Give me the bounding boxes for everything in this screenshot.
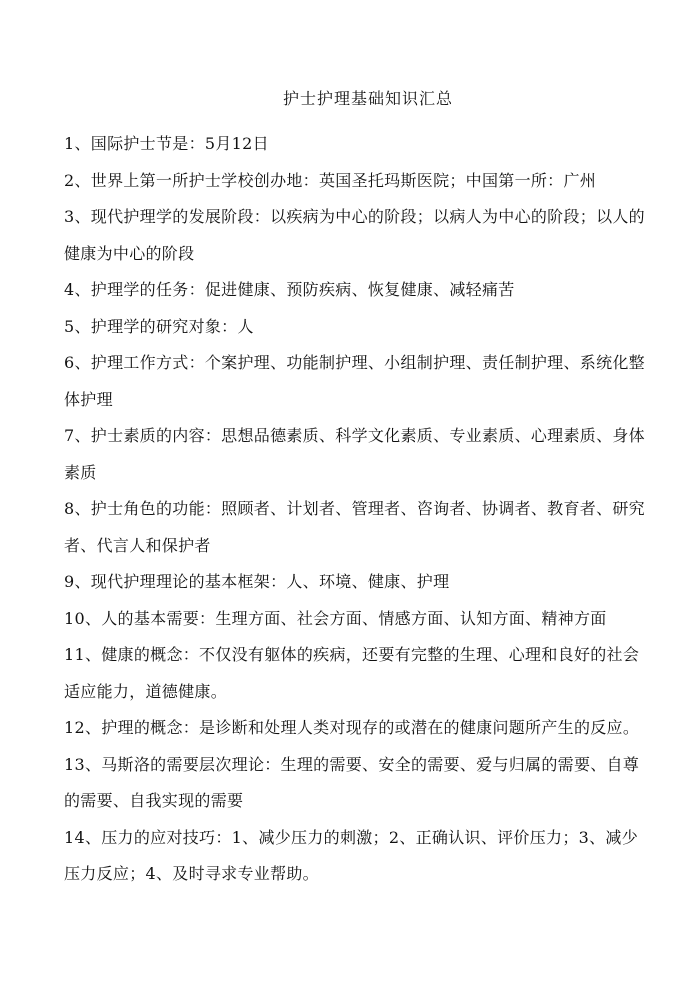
list-item-5: 5、护理学的研究对象：人 <box>64 316 254 336</box>
document-title: 护士护理基础知识汇总 <box>282 89 453 108</box>
list-item-7: 7、护士素质的内容：思想品德素质、科学文化素质、专业素质、心理素质、身体素质 <box>64 426 645 482</box>
list-item-3: 3、现代护理学的发展阶段：以疾病为中心的阶段；以病人为中心的阶段；以人的健康为中心的阶段 <box>64 207 645 263</box>
list-item-2: 2、世界上第一所护士学校创办地：英国圣托玛斯医院；中国第一所：广州 <box>64 170 597 190</box>
list-item-12: 12、护理的概念：是诊断和处理人类对现存的或潜在的健康问题所产生的反应。 <box>64 718 640 737</box>
list-item-11: 11、健康的概念：不仅没有躯体的疾病，还要有完整的生理、心理和良好的社会适应能力，道德健康。 <box>64 645 640 701</box>
list-item-9: 9、现代护理理论的基本框架：人、环境、健康、护理 <box>64 572 450 591</box>
list-item-1: 1、国际护士节是：5月12日 <box>64 134 269 153</box>
list-item-8: 8、护士角色的功能：照顾者、计划者、管理者、咨询者、协调者、教育者、研究者、代言人和保护者 <box>64 499 645 555</box>
list-item-4: 4、护理学的任务：促进健康、预防疾病、恢复健康、减轻痛苦 <box>64 280 515 299</box>
list-item-13: 13、马斯洛的需要层次理论：生理的需要、安全的需要、爱与归属的需要、自尊的需要、自我实现的需要 <box>64 754 640 810</box>
list-item-6: 6、护理工作方式：个案护理、功能制护理、小组制护理、责任制护理、系统化整体护理 <box>64 353 645 409</box>
list-item-10: 10、人的基本需要：生理方面、社会方面、情感方面、认知方面、精神方面 <box>64 608 607 628</box>
list-item-14: 14、压力的应对技巧：1、减少压力的刺激；2、正确认识、评价压力；3、减少压力反应；4、及时寻求专业帮助。 <box>64 827 638 883</box>
